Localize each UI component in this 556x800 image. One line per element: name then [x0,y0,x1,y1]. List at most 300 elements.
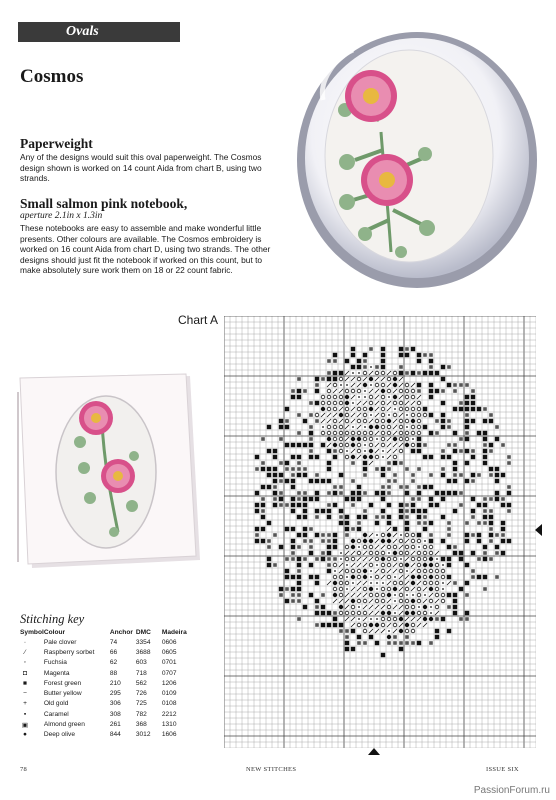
chart-stitch [375,455,379,459]
chart-stitch [423,527,427,531]
chart-stitch [375,371,379,375]
chart-stitch [447,527,451,531]
chart-stitch [333,383,337,387]
chart-stitch [327,371,331,375]
chart-stitch [351,593,355,597]
chart-stitch [267,521,271,525]
chart-stitch [405,623,409,627]
chart-stitch [405,617,409,621]
chart-stitch [447,605,451,609]
chart-stitch [465,617,469,621]
chart-stitch [400,534,402,536]
chart-stitch [357,581,361,585]
chart-stitch [357,575,361,579]
chart-stitch [327,395,331,399]
chart-stitch [273,485,277,489]
key-anchor: 88 [109,669,118,677]
chart-stitch [417,485,421,489]
chart-stitch [405,407,409,411]
chart-stitch [405,587,409,591]
chart-stitch [309,443,313,447]
chart-stitch [345,359,349,363]
chart-stitch [321,479,325,483]
chart-stitch [405,521,409,525]
chart-stitch [501,443,505,447]
chart-stitch [351,503,355,507]
chart-stitch [381,563,385,567]
chart-stitch [405,539,409,543]
chart-stitch [387,479,391,483]
chart-stitch [417,359,421,363]
key-dmc: 562 [135,679,147,687]
chart-stitch [429,563,433,567]
chart-stitch [333,353,337,357]
chart-stitch [363,611,367,615]
chart-stitch [399,587,403,591]
chart-stitch [345,641,349,645]
chart-stitch [423,443,427,447]
key-symbol: ● [23,731,27,739]
chart-stitch [417,491,421,495]
key-madeira: 0108 [161,700,177,708]
chart-stitch [321,407,325,411]
chart-stitch [447,383,451,387]
chart-stitch [370,570,372,572]
chart-stitch [429,371,433,375]
chart-stitch [345,605,349,609]
chart-stitch [381,377,385,381]
chart-stitch [297,389,301,393]
chart-stitch [381,491,385,495]
chart-stitch [471,497,475,501]
chart-stitch [393,617,397,621]
chart-stitch [351,539,355,543]
chart-stitch [345,425,349,429]
chart-stitch [364,390,366,392]
chart-stitch [405,509,409,513]
chart-stitch [291,509,295,513]
chart-stitch [351,461,355,465]
chart-stitch [345,611,349,615]
chart-stitch [381,467,385,471]
chart-stitch [471,551,475,555]
chart-stitch [429,593,433,597]
chart-stitch [381,389,385,393]
chart-stitch [453,509,457,513]
chart-stitch [369,437,373,441]
key-colour: Forest green [43,679,82,687]
chart-stitch [339,425,343,429]
chart-stitch [351,647,355,651]
chart-stitch [393,431,397,435]
key-colour: Fuchsia [43,659,67,667]
chart-stitch [321,593,325,597]
chart-stitch [453,491,457,495]
footer-magazine: NEW STITCHES [246,766,297,773]
chart-stitch [423,617,427,621]
chart-stitch [387,557,391,561]
chart-stitch [369,395,373,399]
chart-stitch [345,551,349,555]
chart-stitch [387,383,391,387]
chart-stitch [381,383,385,387]
chart-stitch [417,449,421,453]
chart-stitch [363,431,367,435]
chart-stitch [381,515,385,519]
chart-stitch [333,485,337,489]
chart-stitch [369,539,373,543]
chart-stitch [333,599,337,603]
chart-stitch [393,581,397,585]
chart-stitch [363,593,367,597]
chart-stitch [399,383,403,387]
chart-stitch [489,497,493,501]
chart-stitch [285,419,289,423]
chart-stitch [417,497,421,501]
chart-stitch [429,365,433,369]
chart-stitch [495,575,499,579]
chart-stitch [321,395,325,399]
chart-stitch [447,545,451,549]
chart-stitch [352,372,354,374]
chart-stitch [291,497,295,501]
chart-stitch [261,503,265,507]
chart-stitch [363,359,367,363]
chart-stitch [424,594,426,596]
chart-stitch [273,467,277,471]
chart-stitch [357,359,361,363]
chart-stitch [387,419,391,423]
chart-stitch [351,431,355,435]
chart-stitch [477,503,481,507]
chart-stitch [369,623,373,627]
chart-stitch [261,467,265,471]
chart-stitch [285,557,289,561]
chart-stitch [321,605,325,609]
chart-stitch [370,366,372,368]
chart-stitch [267,539,271,543]
chart-stitch [435,581,439,585]
center-marker-bottom-icon [368,748,380,755]
key-symbol: ◦ [23,659,27,667]
chart-stitch [357,557,361,561]
chart-stitch [255,503,259,507]
chart-stitch [489,473,493,477]
chart-stitch [459,383,463,387]
chart-stitch [357,623,361,627]
chart-stitch [423,521,427,525]
chart-stitch [346,588,348,590]
key-anchor: 210 [109,679,121,687]
chart-stitch [363,371,367,375]
chart-stitch [429,545,433,549]
chart-stitch [411,431,415,435]
chart-stitch [363,461,367,465]
chart-stitch [357,431,361,435]
chart-stitch [327,407,331,411]
chart-stitch [279,545,283,549]
chart-stitch [333,611,337,615]
key-colour: Pale clover [43,638,77,646]
chart-stitch [405,491,409,495]
chart-stitch [393,563,397,567]
chart-stitch [321,509,325,513]
chart-stitch [399,581,403,585]
chart-stitch [297,569,301,573]
chart-stitch [399,539,403,543]
chart-stitch [435,629,439,633]
chart-stitch [382,456,384,458]
chart-stitch [441,515,445,519]
key-header-anchor: Anchor [109,628,133,636]
chart-stitch [369,401,373,405]
chart-stitch [441,599,445,603]
chart-stitch [333,623,337,627]
chart-stitch [339,611,343,615]
chart-stitch [297,617,301,621]
chart-stitch [333,533,337,537]
chart-stitch [363,407,367,411]
chart-stitch [459,473,463,477]
chart-stitch [309,575,313,579]
chart-stitch [321,377,325,381]
chart-stitch [327,479,331,483]
chart-stitch [399,617,403,621]
chart-stitch [430,606,432,608]
chart-stitch [267,563,271,567]
chart-stitch [339,419,343,423]
chart-stitch [453,449,457,453]
chart-stitch [417,383,421,387]
key-dmc: 3354 [135,638,151,646]
chart-stitch [405,563,409,567]
chart-stitch [417,641,421,645]
chart-stitch [381,587,385,591]
chart-stitch [388,552,390,554]
chart-stitch [381,575,385,579]
chart-stitch [429,431,433,435]
chart-stitch [322,426,324,428]
chart-stitch [255,527,259,531]
chart-stitch [387,485,391,489]
chart-stitch [387,437,391,441]
chart-stitch [399,485,403,489]
chart-stitch [465,437,469,441]
chart-stitch [429,521,433,525]
chart-stitch [405,383,409,387]
chart-stitch [363,545,367,549]
chart-stitch [297,581,301,585]
chart-stitch [441,593,445,597]
chart-stitch [477,557,481,561]
chart-stitch [273,491,277,495]
chart-stitch [417,581,421,585]
chart-stitch [339,629,343,633]
chart-stitch [327,461,331,465]
chart-stitch [267,485,271,489]
chart-stitch [411,371,415,375]
chart-stitch [351,389,355,393]
chart-stitch [363,473,367,477]
chart-stitch [351,365,355,369]
chart-stitch [339,515,343,519]
chart-stitch [447,521,451,525]
chart-stitch [357,425,361,429]
chart-stitch [387,575,391,579]
key-dmc: 3688 [135,648,151,656]
chart-stitch [393,557,397,561]
chart-stitch [405,611,409,615]
chart-stitch [381,605,385,609]
chart-stitch [358,546,360,548]
chart-stitch [309,563,313,567]
chart-stitch [273,563,277,567]
chart-stitch [394,600,396,602]
chart-stitch [327,491,331,495]
chart-stitch [309,551,313,555]
chart-stitch [429,557,433,561]
key-anchor: 295 [109,690,121,698]
chart-stitch [453,467,457,471]
chart-stitch [483,575,487,579]
chart-stitch [375,431,379,435]
chart-stitch [333,431,337,435]
chart-stitch [387,611,391,615]
chart-stitch [423,611,427,615]
chart-stitch [423,623,427,627]
chart-stitch [453,581,457,585]
chart-stitch [441,569,445,573]
chart-stitch [309,545,313,549]
chart-stitch [339,377,343,381]
chart-stitch [411,569,415,573]
chart-stitch [399,353,403,357]
chart-stitch [477,521,481,525]
chart-stitch [273,473,277,477]
chart-stitch [429,599,433,603]
chart-stitch [495,437,499,441]
chart-stitch [363,419,367,423]
chart-stitch [387,503,391,507]
chart-stitch [291,503,295,507]
chart-stitch [387,521,391,525]
chart-stitch [327,419,331,423]
key-dmc: 718 [135,669,147,677]
chart-stitch [388,414,390,416]
chart-stitch [327,539,331,543]
chart-stitch [351,497,355,501]
chart-stitch [327,467,331,471]
chart-stitch [400,558,402,560]
key-anchor: 844 [109,731,121,739]
cross-stitch-chart [224,316,536,748]
chart-stitch [327,551,331,555]
chart-stitch [489,419,493,423]
chart-stitch [375,449,379,453]
chart-stitch [382,450,384,452]
chart-stitch [477,575,481,579]
chart-stitch [411,425,415,429]
key-anchor: 74 [109,638,118,646]
chart-stitch [297,599,301,603]
chart-stitch [291,593,295,597]
chart-stitch [483,515,487,519]
chart-stitch [393,383,397,387]
chart-stitch [345,371,349,375]
chart-stitch [441,497,445,501]
chart-stitch [411,479,415,483]
chart-stitch [279,593,283,597]
chart-stitch [273,503,277,507]
chart-stitch [507,455,511,459]
chart-stitch [369,605,373,609]
chart-stitch [321,551,325,555]
chart-stitch [333,377,337,381]
chart-stitch [495,473,499,477]
chart-stitch [339,593,343,597]
chart-stitch [507,485,511,489]
chart-stitch [363,587,367,591]
chart-stitch [333,407,337,411]
chart-stitch [394,594,396,596]
chart-stitch [465,383,469,387]
chart-stitch [435,389,439,393]
chart-stitch [375,413,379,417]
chart-stitch [429,617,433,621]
chart-stitch [309,455,313,459]
chart-stitch [255,455,259,459]
chart-stitch [363,551,367,555]
chart-stitch [429,587,433,591]
chart-stitch [321,623,325,627]
chart-stitch [423,353,427,357]
chart-stitch [417,587,421,591]
chart-stitch [346,450,348,452]
section-tab [18,22,180,42]
chart-stitch [405,437,409,441]
chart-stitch [393,569,397,573]
chart-stitch [315,605,319,609]
chart-stitch [357,593,361,597]
chart-stitch [315,623,319,627]
chart-stitch [435,491,439,495]
chart-stitch [405,401,409,405]
chart-stitch [477,431,481,435]
chart-stitch [399,425,403,429]
chart-stitch [411,407,415,411]
chart-stitch [399,647,403,651]
chart-stitch [489,413,493,417]
chart-stitch [333,545,337,549]
chart-stitch [345,617,349,621]
chart-stitch [309,413,313,417]
chart-stitch [363,539,367,543]
chart-stitch [358,606,360,608]
chart-stitch [429,569,433,573]
chart-stitch [315,479,319,483]
paperweight-photo [283,20,545,292]
chart-stitch [411,539,415,543]
chart-stitch [399,389,403,393]
key-colour: Raspberry sorbet [43,648,95,656]
key-madeira: 1310 [161,721,177,729]
chart-stitch [357,587,361,591]
chart-stitch [453,389,457,393]
chart-stitch [435,593,439,597]
chart-stitch [321,539,325,543]
chart-stitch [357,389,361,393]
chart-stitch [483,503,487,507]
